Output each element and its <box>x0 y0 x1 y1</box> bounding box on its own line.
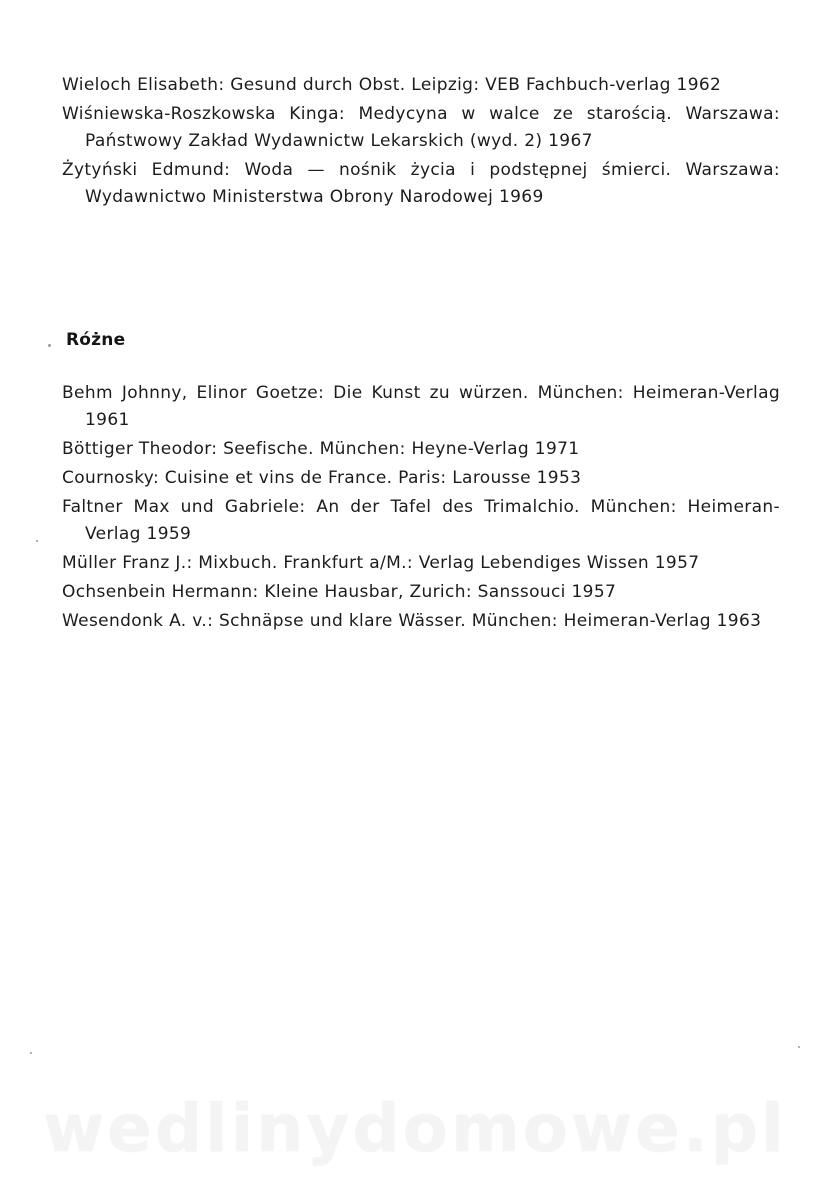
bibliography-list-section <box>62 380 780 637</box>
scan-speck <box>36 540 38 542</box>
bibliography-entry: Żytyński Edmund: Woda — nośnik życia i podstępnej śmierci. Warszawa: Wydawnictwo Ministerstwa Obrony Narodowej 1969 <box>62 160 780 207</box>
scan-speck <box>798 1046 800 1048</box>
scan-speck <box>30 1052 32 1054</box>
scan-speck <box>48 344 51 347</box>
bibliography-entry: Müller Franz J.: Mixbuch. Frankfurt a/M.: Verlag Lebendiges Wissen 1957 <box>62 553 700 573</box>
bibliography-entry: Ochsenbein Hermann: Kleine Hausbar, Zurich: Sanssouci 1957 <box>62 582 617 602</box>
bibliography-entry: Wieloch Elisabeth: Gesund durch Obst. Leipzig: VEB Fachbuch-verlag 1962 <box>62 75 722 95</box>
bibliography-entry: Cournosky: Cuisine et vins de France. Paris: Larousse 1953 <box>62 468 582 488</box>
watermark: wedlinydomowe.pl <box>43 1090 787 1167</box>
bibliography-entry: Faltner Max und Gabriele: An der Tafel des Trimalchio. München: Heimeran-Verlag 1959 <box>62 497 780 544</box>
section-heading: Różne <box>66 330 126 350</box>
bibliography-entry: Wesendonk A. v.: Schnäpse und klare Wässer. München: Heimeran-Verlag 1963 <box>62 611 762 631</box>
bibliography-entry: Böttiger Theodor: Seefische. München: Heyne-Verlag 1971 <box>62 439 580 459</box>
bibliography-entry: Wiśniewska-Roszkowska Kinga: Medycyna w walce ze starością. Warszawa: Państwowy Zakład Wydawnictw Lekarskich (wyd. 2) 1967 <box>62 104 780 151</box>
bibliography-entry: Behm Johnny, Elinor Goetze: Die Kunst zu würzen. München: Heimeran-Verlag 1961 <box>62 383 780 430</box>
bibliography-list-top <box>62 72 780 213</box>
